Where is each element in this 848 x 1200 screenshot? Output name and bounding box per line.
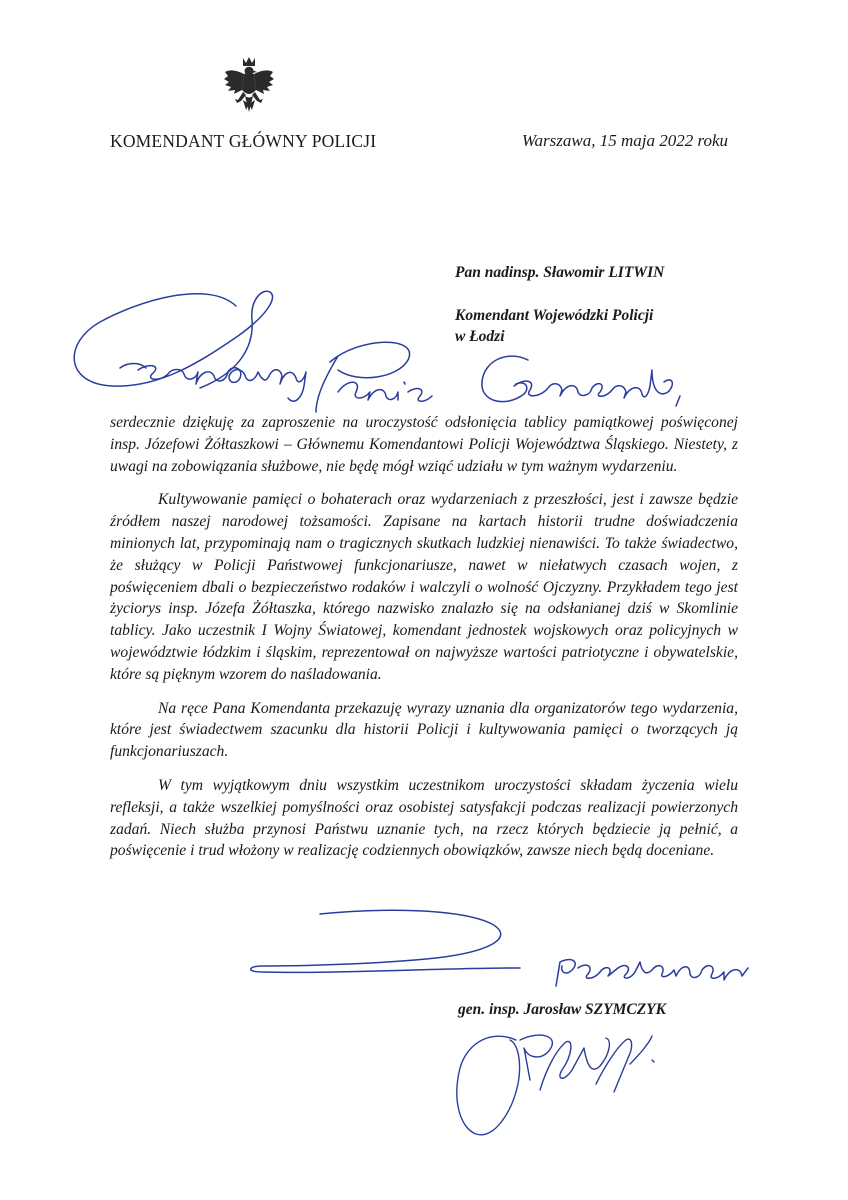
paragraph-3: Na ręce Pana Komendanta przekazuję wyrazy uznania dla organizatorów tego wydarzenia, które jest świadectwem szacunku dla historii Policji i kultywowania pamięci o tworzących ją funkcjonariuszach. bbox=[110, 699, 738, 761]
paragraph-1: serdecznie dziękuję za zaproszenie na uroczystość odsłonięcia tablicy pamiątkowej poświęconej insp. Józefowi Żółtaszkowi – Głównemu Komendantowi Policji Województwa Śląskiego. Niestety, z uwagi na zobowiązania służbowe, nie będę mógł wziąć udziału w tym ważnym wydarzeniu. bbox=[110, 414, 738, 475]
recipient-title: Komendant Wojewódzki Policji bbox=[455, 307, 654, 324]
signatory-name: gen. insp. Jarosław SZYMCZYK bbox=[458, 1001, 666, 1018]
recipient-name: Pan nadinsp. Sławomir LITWIN bbox=[455, 264, 665, 281]
institution-name: KOMENDANT GŁÓWNY POLICJI bbox=[110, 131, 377, 151]
paragraph-2: Kultywowanie pamięci o bohaterach oraz wydarzeniach z przeszłości, jest i zawsze będzie źródłem naszej narodowej tożsamości. Zapisane na kartach historii trudne doświadczenia minionych lat, przypominają nam o tragicznych skutkach ludzkiej nienawiści. To także świadectwo, że służący w Policji Państwowej funkcjonariusze, nawet w niełatwych czasach wojen, z poświęceniem dbali o bezpieczeństwo rodaków i walczyli o wolność Ojczyzny. Przykładem tego jest życiorys insp. Józefa Żółtaszka, którego nazwisko znalazło się na odsłanianej dziś w Skomlinie tablicy. Jako uczestnik I Wojny Światowej, komendant jednostek wojskowych oraz policyjnych w województwie łódzkim i śląskim, reprezentował on najwyższe wartości patriotyczne i obywatelskie, które są pięknym wzorem do naśladowania. bbox=[110, 491, 738, 683]
eagle-emblem-icon bbox=[222, 54, 276, 118]
letter-body bbox=[110, 412, 738, 874]
place-and-date: Warszawa, 15 maja 2022 roku bbox=[521, 131, 728, 150]
paragraph-4: W tym wyjątkowym dniu wszystkim uczestnikom uroczystości składam życzenia wielu refleksji, a także wszelkiej pomyślności oraz osobistej satysfakcji podczas realizacji powierzonych zadań. Niech służba przynosi Państwu uznanie tych, na rzecz których będziecie ją pełnić, a poświęcenie i trud włożony w realizację codziennych obowiązków, zawsze niech będą doceniane. bbox=[110, 776, 738, 860]
recipient-location: w Łodzi bbox=[455, 328, 505, 345]
